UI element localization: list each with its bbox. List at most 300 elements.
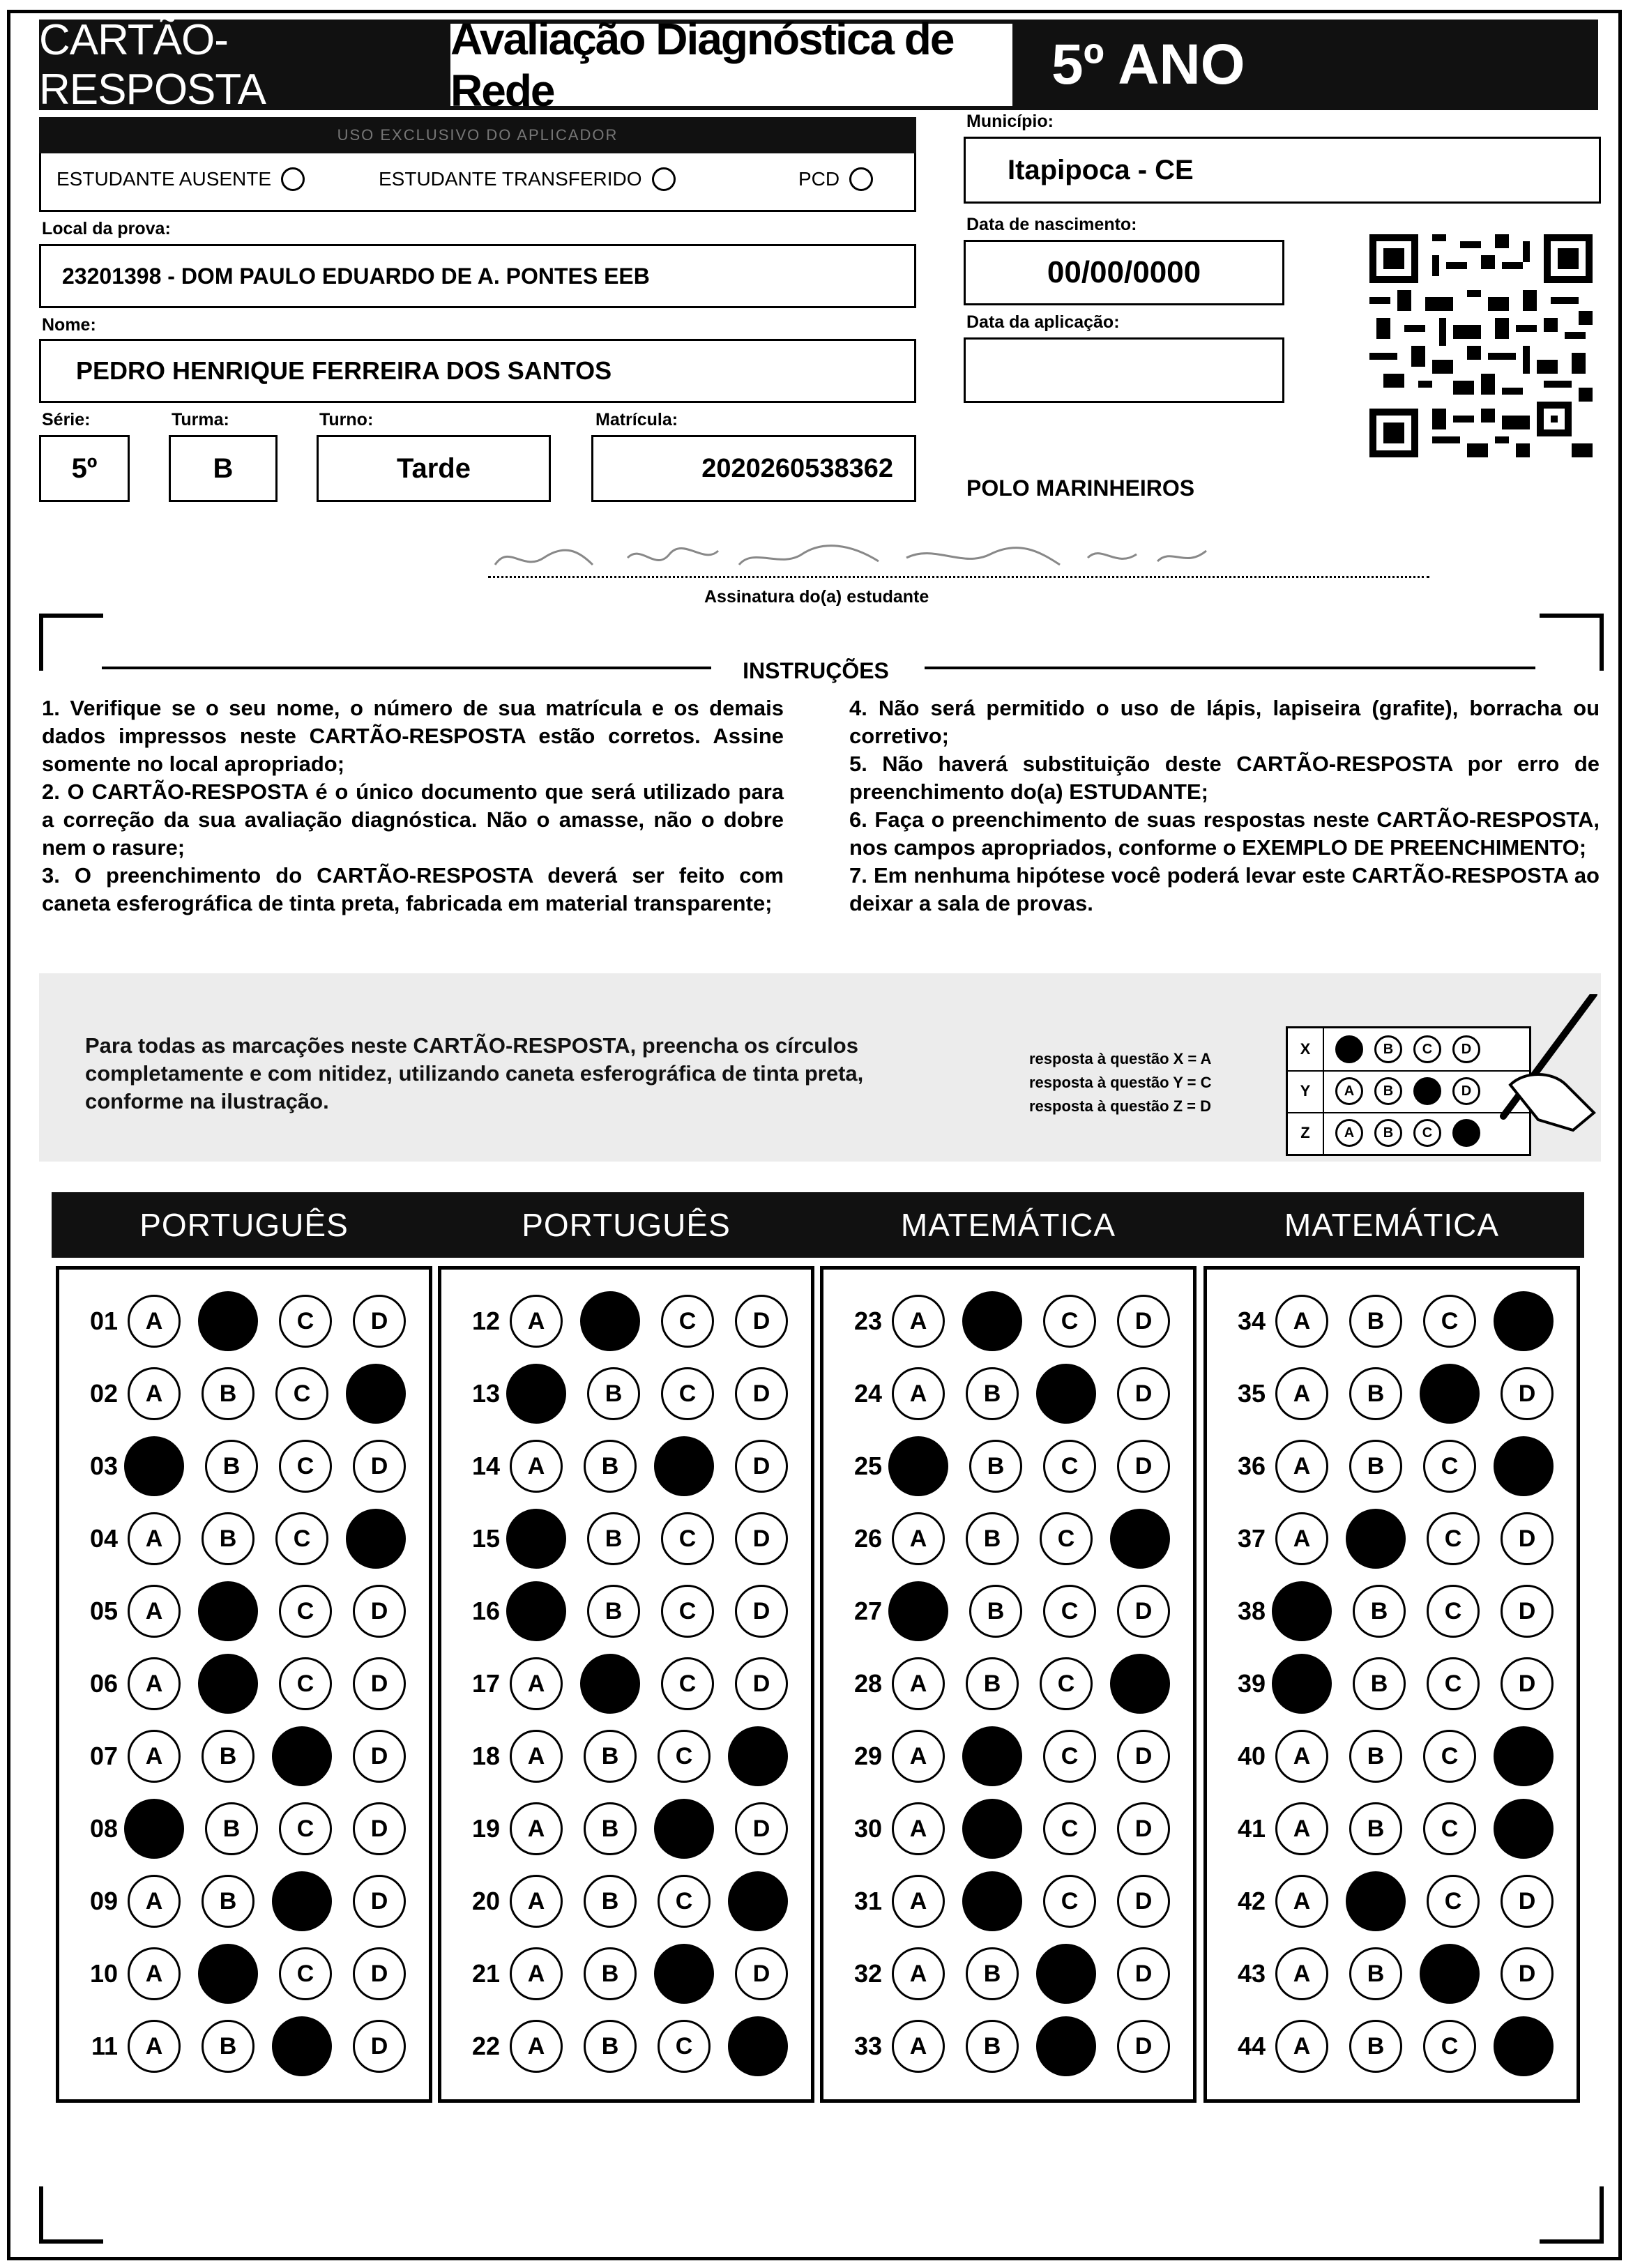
answer-bubble-filled[interactable] bbox=[962, 1871, 1022, 1931]
answer-column bbox=[820, 1266, 1197, 2103]
answer-bubble[interactable]: D bbox=[353, 1875, 406, 1928]
subject-header: MATEMÁTICA bbox=[816, 1192, 1201, 1258]
answer-bubble[interactable]: C bbox=[1043, 1802, 1096, 1855]
question-number: 43 bbox=[1237, 1959, 1266, 1988]
question-row bbox=[1207, 1793, 1577, 1865]
example-question: Y bbox=[1288, 1070, 1324, 1112]
answer-bubble[interactable]: D bbox=[735, 1802, 788, 1855]
answer-bubble[interactable]: D bbox=[353, 2020, 406, 2073]
answer-bubble[interactable]: A bbox=[1275, 1295, 1328, 1348]
option-transferido[interactable] bbox=[379, 167, 676, 191]
answer-bubble[interactable]: B bbox=[969, 1585, 1022, 1638]
answer-bubble[interactable]: B bbox=[584, 1875, 637, 1928]
answer-bubble[interactable]: B bbox=[202, 2020, 255, 2073]
question-row bbox=[1207, 1502, 1577, 1575]
answer-bubble[interactable]: B bbox=[966, 2020, 1019, 2073]
question-number: 11 bbox=[91, 2032, 118, 2060]
answer-bubble[interactable]: B bbox=[584, 1730, 637, 1783]
example-bubble: D bbox=[1452, 1035, 1480, 1063]
question-row bbox=[59, 1502, 429, 1575]
municipio-label: Município: bbox=[966, 112, 1054, 131]
answer-bubble[interactable]: C bbox=[1423, 1730, 1476, 1783]
answer-bubble[interactable]: B bbox=[202, 1367, 255, 1420]
answer-bubble[interactable]: C bbox=[279, 1657, 332, 1710]
option-ring[interactable] bbox=[281, 167, 305, 191]
answer-bubble[interactable]: C bbox=[1043, 1730, 1096, 1783]
answer-bubble[interactable]: B bbox=[202, 1512, 255, 1565]
answer-bubble-filled[interactable] bbox=[1494, 2016, 1554, 2076]
question-number: 01 bbox=[89, 1307, 118, 1335]
answer-bubble[interactable]: D bbox=[1117, 1367, 1170, 1420]
answer-bubble-filled[interactable] bbox=[1494, 1436, 1554, 1496]
corner-mark-top-right bbox=[1540, 614, 1604, 671]
answer-bubble[interactable]: C bbox=[661, 1585, 714, 1638]
grade-year: 5º ANO bbox=[1017, 20, 1598, 110]
question-number: 21 bbox=[471, 1959, 500, 1988]
answer-bubble[interactable]: C bbox=[1427, 1657, 1480, 1710]
answer-bubble-filled[interactable] bbox=[1110, 1654, 1170, 1714]
question-row bbox=[441, 1285, 811, 1357]
answer-bubble[interactable]: C bbox=[279, 1440, 332, 1493]
answer-bubble-filled[interactable] bbox=[1036, 2016, 1096, 2076]
answer-bubble[interactable]: A bbox=[1275, 1367, 1328, 1420]
answer-bubble[interactable]: C bbox=[1043, 1875, 1096, 1928]
polo-label: POLO MARINHEIROS bbox=[966, 475, 1195, 501]
answer-bubble[interactable]: A bbox=[510, 1947, 563, 2000]
question-row bbox=[1207, 2010, 1577, 2083]
answer-bubble[interactable]: B bbox=[584, 1440, 637, 1493]
question-number: 38 bbox=[1237, 1597, 1266, 1625]
answer-bubble[interactable]: B bbox=[202, 1875, 255, 1928]
answer-bubble[interactable]: D bbox=[353, 1440, 406, 1493]
answer-bubble-filled[interactable] bbox=[198, 1654, 258, 1714]
answer-bubble[interactable]: D bbox=[735, 1440, 788, 1493]
answer-bubble[interactable]: D bbox=[1117, 1802, 1170, 1855]
answer-bubble-filled[interactable] bbox=[888, 1436, 948, 1496]
answer-bubble[interactable]: A bbox=[1275, 1802, 1328, 1855]
corner-mark-top-left bbox=[39, 614, 103, 671]
answer-bubble[interactable]: A bbox=[892, 1875, 945, 1928]
answer-bubble-filled[interactable] bbox=[654, 1944, 714, 2004]
question-row bbox=[441, 1430, 811, 1502]
answer-bubble[interactable]: C bbox=[1040, 1657, 1093, 1710]
question-number: 10 bbox=[89, 1959, 118, 1988]
example-bubble-filled bbox=[1335, 1035, 1363, 1063]
answer-bubble[interactable]: C bbox=[1427, 1512, 1480, 1565]
question-number: 02 bbox=[89, 1379, 118, 1408]
legend-line: resposta à questão Y = C bbox=[1029, 1074, 1212, 1091]
exam-title: Avaliação Diagnóstica de Rede bbox=[446, 20, 1017, 110]
answer-bubble-filled[interactable] bbox=[1272, 1654, 1332, 1714]
answer-bubble[interactable]: B bbox=[587, 1512, 640, 1565]
answer-bubble[interactable]: A bbox=[128, 1657, 181, 1710]
answer-bubble-filled[interactable] bbox=[272, 1871, 332, 1931]
question-row bbox=[1207, 1938, 1577, 2010]
answer-bubble-filled[interactable] bbox=[1420, 1944, 1480, 2004]
answer-bubble-filled[interactable] bbox=[728, 1871, 788, 1931]
answer-bubble-filled[interactable] bbox=[1494, 1726, 1554, 1786]
turma-label: Turma: bbox=[172, 410, 229, 429]
answer-bubble-filled[interactable] bbox=[506, 1581, 566, 1641]
question-row bbox=[59, 1285, 429, 1357]
answer-bubble-filled[interactable] bbox=[1036, 1364, 1096, 1424]
answer-bubble[interactable]: D bbox=[1501, 1585, 1554, 1638]
answer-bubble-filled[interactable] bbox=[1346, 1871, 1406, 1931]
answer-bubble[interactable]: D bbox=[1117, 1875, 1170, 1928]
answer-bubble[interactable]: A bbox=[892, 2020, 945, 2073]
answer-bubble[interactable]: D bbox=[1117, 1947, 1170, 2000]
answer-bubble[interactable]: C bbox=[1423, 1440, 1476, 1493]
answer-bubble[interactable]: A bbox=[510, 1440, 563, 1493]
answer-bubble[interactable]: D bbox=[735, 1295, 788, 1348]
answer-bubble[interactable]: C bbox=[279, 1947, 332, 2000]
instructions-rule-left bbox=[102, 667, 715, 669]
answer-bubble[interactable]: B bbox=[205, 1440, 258, 1493]
question-number: 08 bbox=[89, 1814, 118, 1843]
question-number: 24 bbox=[853, 1379, 882, 1408]
signature-label: Assinatura do(a) estudante bbox=[704, 587, 929, 607]
question-number: 23 bbox=[853, 1307, 882, 1335]
answer-bubble-filled[interactable] bbox=[198, 1291, 258, 1351]
matricula-field: 2020260538362 bbox=[591, 435, 916, 502]
answer-bubble-filled[interactable] bbox=[1110, 1509, 1170, 1569]
fill-example-grid bbox=[1286, 1026, 1531, 1156]
answer-bubble[interactable]: A bbox=[1275, 1440, 1328, 1493]
example-bubble-filled bbox=[1452, 1119, 1480, 1147]
question-number: 13 bbox=[471, 1379, 500, 1408]
option-label: ESTUDANTE AUSENTE bbox=[56, 168, 272, 190]
question-number: 16 bbox=[471, 1597, 500, 1625]
answer-bubble-filled[interactable] bbox=[124, 1436, 184, 1496]
question-number: 27 bbox=[853, 1597, 882, 1625]
answer-bubble[interactable]: A bbox=[128, 1295, 181, 1348]
answer-bubble[interactable]: A bbox=[892, 1730, 945, 1783]
answer-bubble[interactable]: D bbox=[1501, 1367, 1554, 1420]
answer-bubble[interactable]: C bbox=[1427, 1585, 1480, 1638]
nome-field: PEDRO HENRIQUE FERREIRA DOS SANTOS bbox=[39, 339, 916, 403]
answer-bubble[interactable]: D bbox=[353, 1295, 406, 1348]
question-number: 36 bbox=[1237, 1452, 1266, 1480]
question-number: 18 bbox=[471, 1742, 500, 1770]
answer-bubble[interactable]: B bbox=[966, 1367, 1019, 1420]
answer-bubble-filled[interactable] bbox=[1272, 1581, 1332, 1641]
qr-code bbox=[1369, 234, 1593, 457]
subject-header: MATEMÁTICA bbox=[1199, 1192, 1584, 1258]
answer-bubble[interactable]: C bbox=[1043, 1585, 1096, 1638]
answer-bubble[interactable]: D bbox=[353, 1585, 406, 1638]
answer-bubble[interactable]: B bbox=[1349, 1947, 1402, 2000]
answer-bubble-filled[interactable] bbox=[124, 1799, 184, 1859]
question-row bbox=[441, 1793, 811, 1865]
answer-bubble[interactable]: D bbox=[1117, 2020, 1170, 2073]
answer-bubble[interactable]: A bbox=[510, 1295, 563, 1348]
answer-bubble-filled[interactable] bbox=[1420, 1364, 1480, 1424]
answer-bubble[interactable]: C bbox=[658, 1875, 711, 1928]
answer-bubble-filled[interactable] bbox=[346, 1364, 406, 1424]
answer-column bbox=[56, 1266, 432, 2103]
answer-bubble-filled[interactable] bbox=[1036, 1944, 1096, 2004]
question-number: 40 bbox=[1237, 1742, 1266, 1770]
answer-bubble[interactable]: B bbox=[1349, 1802, 1402, 1855]
example-bubble: B bbox=[1374, 1077, 1402, 1105]
question-row bbox=[823, 1647, 1193, 1720]
signature-line bbox=[488, 576, 1429, 578]
answer-bubble[interactable]: C bbox=[279, 1585, 332, 1638]
question-row bbox=[441, 2010, 811, 2083]
answer-bubble[interactable]: B bbox=[1349, 1440, 1402, 1493]
question-number: 12 bbox=[471, 1307, 500, 1335]
question-number: 41 bbox=[1237, 1814, 1266, 1843]
option-ausente[interactable] bbox=[56, 167, 305, 191]
question-row bbox=[441, 1938, 811, 2010]
question-row bbox=[441, 1647, 811, 1720]
card-title: CARTÃO-RESPOSTA bbox=[39, 20, 446, 110]
aplicacao-field[interactable] bbox=[964, 337, 1284, 403]
answer-bubble-filled[interactable] bbox=[1494, 1799, 1554, 1859]
answer-bubble[interactable]: A bbox=[1275, 1730, 1328, 1783]
example-bubble: B bbox=[1374, 1035, 1402, 1063]
question-row bbox=[823, 1865, 1193, 1938]
question-row bbox=[441, 1575, 811, 1647]
answer-bubble[interactable]: A bbox=[128, 1730, 181, 1783]
answer-bubble[interactable]: B bbox=[1353, 1657, 1406, 1710]
question-number: 31 bbox=[853, 1887, 882, 1915]
answer-bubble[interactable]: D bbox=[353, 1730, 406, 1783]
answer-bubble[interactable]: D bbox=[353, 1947, 406, 2000]
answer-bubble[interactable]: C bbox=[1427, 1875, 1480, 1928]
option-ring[interactable] bbox=[849, 167, 873, 191]
answer-bubble[interactable]: A bbox=[510, 1657, 563, 1710]
answer-bubble[interactable]: C bbox=[1043, 1440, 1096, 1493]
answer-bubble[interactable]: A bbox=[510, 2020, 563, 2073]
answer-bubble[interactable]: C bbox=[279, 1295, 332, 1348]
answer-bubble[interactable]: D bbox=[1501, 1512, 1554, 1565]
answer-bubble[interactable]: A bbox=[1275, 1947, 1328, 2000]
question-row bbox=[59, 1938, 429, 2010]
answer-bubble-filled[interactable] bbox=[962, 1799, 1022, 1859]
question-number: 05 bbox=[89, 1597, 118, 1625]
answer-bubble-filled[interactable] bbox=[506, 1509, 566, 1569]
instruction-item: 7. Em nenhuma hipótese você poderá levar este CARTÃO-RESPOSTA ao deixar a sala de provas. bbox=[849, 863, 1600, 915]
answer-bubble[interactable]: C bbox=[661, 1512, 714, 1565]
answer-bubble[interactable]: C bbox=[1423, 1295, 1476, 1348]
question-number: 25 bbox=[853, 1452, 882, 1480]
answer-bubble[interactable]: B bbox=[584, 1947, 637, 2000]
answer-bubble[interactable]: B bbox=[1349, 1730, 1402, 1783]
question-number: 15 bbox=[471, 1524, 500, 1553]
answer-bubble[interactable]: C bbox=[661, 1295, 714, 1348]
answer-bubble[interactable]: D bbox=[735, 1512, 788, 1565]
nascimento-label: Data de nascimento: bbox=[966, 215, 1137, 234]
answer-bubble[interactable]: B bbox=[1349, 2020, 1402, 2073]
turma-field: B bbox=[169, 435, 278, 502]
question-number: 42 bbox=[1237, 1887, 1266, 1915]
example-bubble-filled bbox=[1413, 1077, 1441, 1105]
example-bubble: B bbox=[1374, 1119, 1402, 1147]
answer-bubble[interactable]: C bbox=[275, 1512, 328, 1565]
answer-bubble[interactable]: D bbox=[1501, 1947, 1554, 2000]
answer-bubble[interactable]: A bbox=[892, 1512, 945, 1565]
answer-column bbox=[1203, 1266, 1580, 2103]
question-row bbox=[1207, 1865, 1577, 1938]
answer-bubble[interactable]: A bbox=[128, 1367, 181, 1420]
answer-bubble[interactable]: D bbox=[735, 1585, 788, 1638]
answer-bubble[interactable]: A bbox=[510, 1730, 563, 1783]
question-row bbox=[59, 1865, 429, 1938]
answer-bubble-filled[interactable] bbox=[580, 1654, 640, 1714]
answer-bubble-filled[interactable] bbox=[1494, 1291, 1554, 1351]
answer-bubble[interactable]: B bbox=[587, 1585, 640, 1638]
answer-bubble[interactable]: B bbox=[584, 2020, 637, 2073]
question-row bbox=[59, 1430, 429, 1502]
answer-bubble[interactable]: C bbox=[1043, 1295, 1096, 1348]
question-row bbox=[823, 2010, 1193, 2083]
question-number: 20 bbox=[471, 1887, 500, 1915]
answer-bubble[interactable]: C bbox=[1040, 1512, 1093, 1565]
answer-bubble[interactable]: D bbox=[353, 1802, 406, 1855]
answer-bubble-filled[interactable] bbox=[272, 2016, 332, 2076]
question-number: 07 bbox=[89, 1742, 118, 1770]
answer-bubble-filled[interactable] bbox=[1346, 1509, 1406, 1569]
answer-bubble[interactable]: A bbox=[128, 1947, 181, 2000]
question-row bbox=[823, 1502, 1193, 1575]
corner-mark-bottom-right bbox=[1540, 2186, 1604, 2244]
answer-bubble[interactable]: D bbox=[1117, 1730, 1170, 1783]
answer-bubble[interactable]: A bbox=[128, 2020, 181, 2073]
answer-bubble[interactable]: A bbox=[892, 1802, 945, 1855]
turno-field: Tarde bbox=[317, 435, 551, 502]
answer-bubble[interactable]: A bbox=[510, 1802, 563, 1855]
answer-bubble[interactable]: D bbox=[735, 1657, 788, 1710]
question-row bbox=[1207, 1720, 1577, 1793]
answer-bubble[interactable]: B bbox=[1349, 1295, 1402, 1348]
option-ring[interactable] bbox=[652, 167, 676, 191]
instructions-rule-right bbox=[925, 667, 1535, 669]
answer-bubble[interactable]: C bbox=[279, 1802, 332, 1855]
example-question: X bbox=[1288, 1028, 1324, 1070]
local-field: 23201398 - DOM PAULO EDUARDO DE A. PONTES EEB bbox=[39, 244, 916, 308]
answer-bubble[interactable]: A bbox=[892, 1947, 945, 2000]
fill-example-text: Para todas as marcações neste CARTÃO-RESPOSTA, preencha os círculos completamente e com nitidez, utilizando caneta esferográfica de tinta preta, conforme na ilustração. bbox=[85, 1033, 864, 1113]
example-bubble: A bbox=[1335, 1077, 1363, 1105]
answer-bubble[interactable]: C bbox=[661, 1367, 714, 1420]
answer-bubble[interactable]: B bbox=[587, 1367, 640, 1420]
answer-bubble-filled[interactable] bbox=[346, 1509, 406, 1569]
answer-bubble-filled[interactable] bbox=[962, 1291, 1022, 1351]
answer-bubble-filled[interactable] bbox=[728, 1726, 788, 1786]
question-row bbox=[823, 1575, 1193, 1647]
answer-bubble[interactable]: A bbox=[1275, 1875, 1328, 1928]
question-number: 14 bbox=[471, 1452, 500, 1480]
example-bubble: C bbox=[1413, 1035, 1441, 1063]
answer-bubble[interactable]: A bbox=[128, 1875, 181, 1928]
question-row bbox=[823, 1793, 1193, 1865]
answer-bubble-filled[interactable] bbox=[888, 1581, 948, 1641]
example-bubble: C bbox=[1413, 1119, 1441, 1147]
answer-bubble[interactable]: B bbox=[1349, 1367, 1402, 1420]
answer-bubble[interactable]: B bbox=[966, 1512, 1019, 1565]
question-row bbox=[59, 1793, 429, 1865]
question-number: 32 bbox=[853, 1959, 882, 1988]
question-row bbox=[1207, 1647, 1577, 1720]
answer-bubble[interactable]: D bbox=[735, 1947, 788, 2000]
instructions-left bbox=[42, 694, 784, 918]
answer-bubble-filled[interactable] bbox=[654, 1799, 714, 1859]
answer-bubble-filled[interactable] bbox=[506, 1364, 566, 1424]
answer-bubble[interactable]: D bbox=[1117, 1295, 1170, 1348]
answer-bubble[interactable]: A bbox=[1275, 1512, 1328, 1565]
answer-bubble[interactable]: C bbox=[1423, 2020, 1476, 2073]
answer-bubble[interactable]: B bbox=[969, 1440, 1022, 1493]
answer-bubble[interactable]: C bbox=[661, 1657, 714, 1710]
question-number: 30 bbox=[853, 1814, 882, 1843]
answer-bubble[interactable]: A bbox=[892, 1657, 945, 1710]
answer-bubble-filled[interactable] bbox=[654, 1436, 714, 1496]
answer-bubble[interactable]: D bbox=[353, 1657, 406, 1710]
answer-bubble-filled[interactable] bbox=[728, 2016, 788, 2076]
question-row bbox=[59, 1647, 429, 1720]
corner-mark-bottom-left bbox=[39, 2186, 103, 2244]
example-row bbox=[1288, 1028, 1529, 1072]
question-row bbox=[59, 1575, 429, 1647]
answer-bubble[interactable]: C bbox=[275, 1367, 328, 1420]
question-number: 04 bbox=[89, 1524, 118, 1553]
turno-label: Turno: bbox=[319, 410, 374, 429]
answer-bubble[interactable]: A bbox=[510, 1875, 563, 1928]
answer-bubble-filled[interactable] bbox=[962, 1726, 1022, 1786]
answer-bubble-filled[interactable] bbox=[580, 1291, 640, 1351]
answer-bubble[interactable]: A bbox=[128, 1585, 181, 1638]
answer-bubble[interactable]: D bbox=[1501, 1657, 1554, 1710]
answer-bubble[interactable]: A bbox=[892, 1367, 945, 1420]
question-row bbox=[823, 1430, 1193, 1502]
answer-bubble[interactable]: B bbox=[966, 1947, 1019, 2000]
question-number: 37 bbox=[1237, 1524, 1266, 1553]
answer-bubble[interactable]: A bbox=[128, 1512, 181, 1565]
question-row bbox=[823, 1938, 1193, 2010]
option-pcd[interactable] bbox=[798, 167, 873, 191]
answer-bubble[interactable]: D bbox=[1501, 1875, 1554, 1928]
question-row bbox=[1207, 1430, 1577, 1502]
answer-bubble[interactable]: B bbox=[202, 1730, 255, 1783]
answer-bubble[interactable]: B bbox=[966, 1657, 1019, 1710]
answer-bubble[interactable]: B bbox=[584, 1802, 637, 1855]
question-number: 35 bbox=[1237, 1379, 1266, 1408]
question-number: 33 bbox=[853, 2032, 882, 2060]
answer-bubble-filled[interactable] bbox=[198, 1581, 258, 1641]
answer-bubble[interactable]: A bbox=[1275, 2020, 1328, 2073]
instruction-item: 1. Verifique se o seu nome, o número de sua matrícula e os demais dados impressos neste CARTÃO-RESPOSTA estão corretos. Assine somente no local apropriado; bbox=[42, 696, 784, 776]
question-number: 06 bbox=[89, 1669, 118, 1698]
answer-bubble-filled[interactable] bbox=[272, 1726, 332, 1786]
answer-bubble[interactable]: B bbox=[205, 1802, 258, 1855]
fill-example-panel bbox=[39, 973, 1601, 1162]
aplicador-options bbox=[39, 153, 916, 212]
question-row bbox=[823, 1357, 1193, 1430]
answer-bubble[interactable]: C bbox=[1423, 1802, 1476, 1855]
answer-bubble[interactable]: C bbox=[658, 1730, 711, 1783]
answer-bubble-filled[interactable] bbox=[198, 1944, 258, 2004]
answer-bubble[interactable]: D bbox=[1117, 1440, 1170, 1493]
question-row bbox=[441, 1357, 811, 1430]
aplicacao-label: Data da aplicação: bbox=[966, 312, 1120, 332]
answer-bubble[interactable]: C bbox=[658, 2020, 711, 2073]
answer-bubble[interactable]: B bbox=[1353, 1585, 1406, 1638]
example-question: Z bbox=[1288, 1112, 1324, 1154]
answer-bubble[interactable]: A bbox=[892, 1295, 945, 1348]
answer-bubble[interactable]: D bbox=[1117, 1585, 1170, 1638]
answer-bubble[interactable]: D bbox=[735, 1367, 788, 1420]
